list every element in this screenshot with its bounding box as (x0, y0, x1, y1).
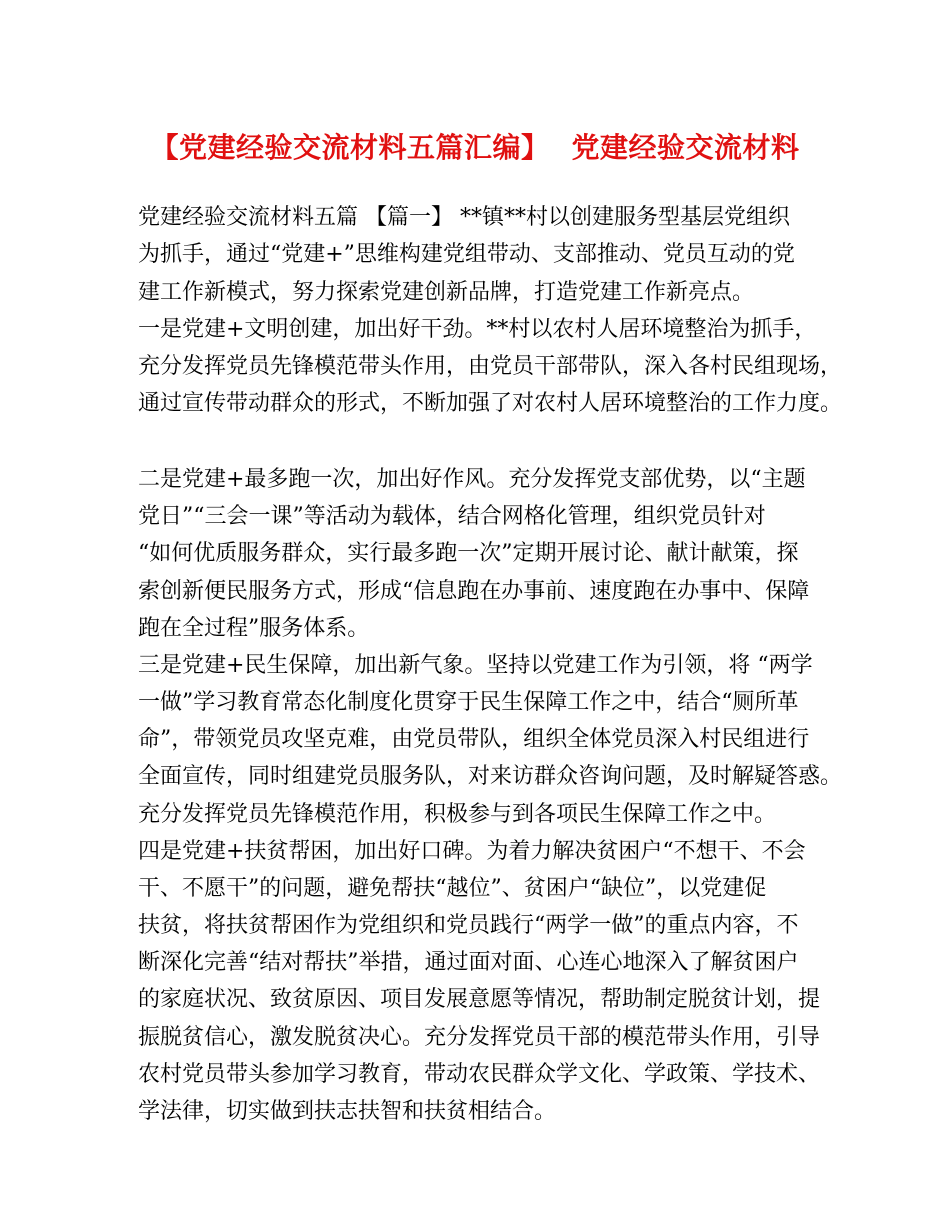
body-line: 学法律，切实做到扶志扶智和扶贫相结合。 (138, 1099, 557, 1124)
body-line: 全面宣传，同时组建党员服务队，对来访群众咨询问题，及时解疑答惑。 (138, 764, 843, 789)
body-line: 断深化完善“结对帮扶”举措，通过面对面、心连心地深入了解贫困户 (138, 950, 799, 975)
body-line: 为抓手，通过“党建+”思维构建党组带动、支部推动、党员互动的党 (138, 242, 795, 267)
body-line: 一做”学习教育常态化制度化贯穿于民生保障工作之中，结合“厕所革 (138, 690, 799, 715)
body-line: 二是党建+最多跑一次，加出好作风。充分发挥党支部优势，以“主题 (138, 467, 806, 492)
body-line: “如何优质服务群众，实行最多跑一次”定期开展讨论、献计献策，探 (138, 541, 799, 566)
title-main: 【党建经验交流材料五篇汇编】 (150, 131, 550, 164)
body-line: 建工作新模式，努力探索党建创新品牌，打造党建工作新亮点。 (138, 280, 755, 305)
body-line: 四是党建+扶贫帮困，加出好口碑。为着力解决贫困户“不想干、不会 (138, 839, 806, 864)
body-line: 的家庭状况、致贫原因、项目发展意愿等情况，帮助制定脱贫计划，提 (138, 987, 821, 1012)
body-line: 扶贫，将扶贫帮困作为党组织和党员践行“两学一做”的重点内容，不 (138, 913, 799, 938)
body-line: 充分发挥党员先锋模范作用，积极参与到各项民生保障工作之中。 (138, 802, 777, 827)
title-sub: 党建经验交流材料 (571, 131, 800, 164)
body-line: 振脱贫信心，激发脱贫决心。充分发挥党员干部的模范带头作用，引导 (138, 1025, 821, 1050)
body-line: 干、不愿干”的问题，避免帮扶“越位”、贫困户“缺位”，以党建促 (138, 876, 767, 901)
body-line: 充分发挥党员先锋模范带头作用，由党员干部带队，深入各村民组现场， (138, 354, 843, 379)
body-line: 命”，带领党员攻坚克难，由党员带队，组织全体党员深入村民组进行 (138, 727, 810, 752)
body-line: 农村党员带头参加学习教育，带动农民群众学文化、学政策、学技术、 (138, 1062, 821, 1087)
body-line: 三是党建+民生保障，加出新气象。坚持以党建工作为引领，将 “两学 (138, 653, 813, 678)
body-line: 一是党建+文明创建，加出好干劲。**村以农村人居环境整治为抓手， (138, 317, 817, 342)
body-line: 通过宣传带动群众的形式，不断加强了对农村人居环境整治的工作力度。 (138, 391, 843, 416)
body-line: 党日”“三会一课”等活动为载体，结合网格化管理，组织党员针对 (138, 504, 766, 529)
document-title (0, 128, 950, 168)
body-line: 党建经验交流材料五篇 【篇一】 **镇**村以创建服务型基层党组织 (138, 205, 790, 230)
body-line: 跑在全过程”服务体系。 (138, 616, 370, 641)
body-line: 索创新便民服务方式，形成“信息跑在办事前、速度跑在办事中、保障 (138, 579, 810, 604)
